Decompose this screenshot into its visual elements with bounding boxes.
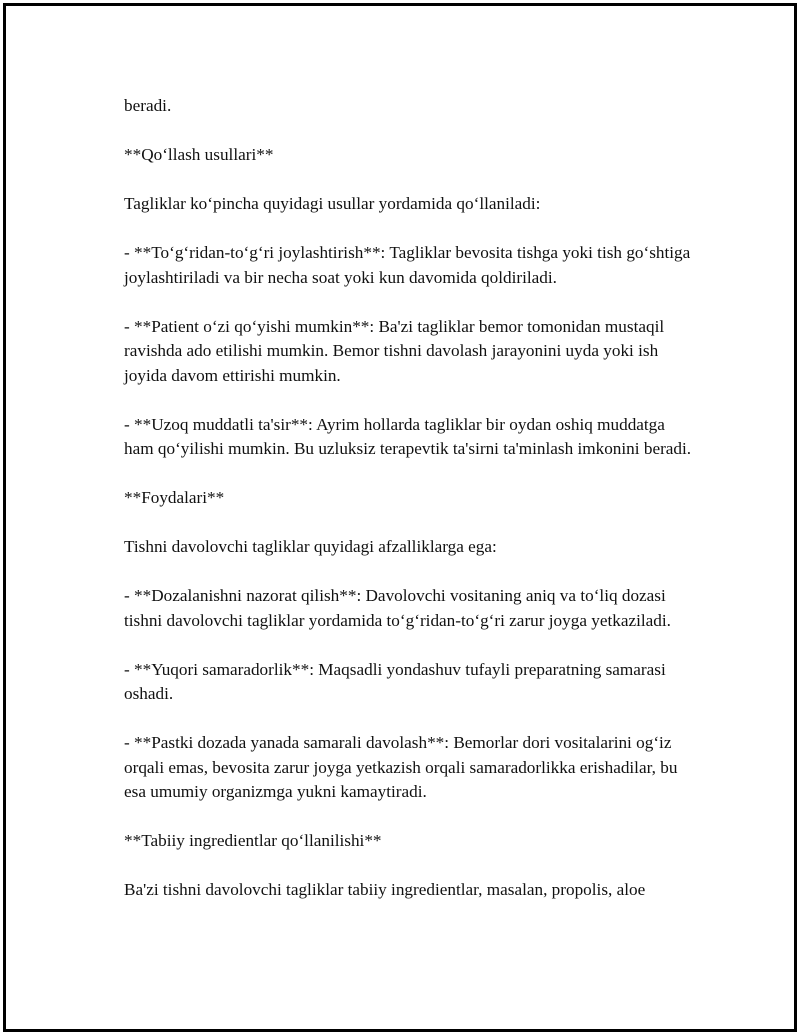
- paragraph-continuation: beradi.: [124, 96, 172, 115]
- heading-natural-ingredients: **Tabiiy ingredientlar qo‘llanilishi**: [124, 831, 382, 850]
- page-frame: [3, 3, 797, 1032]
- list-item-dose-control: - **Dozalanishni nazorat qilish**: Davolovchi vositaning aniq va to‘liq dozasi tishni davolovchi tagliklar yordamida to‘g‘ridan-to‘g‘ri zarur joyga yetkaziladi.: [124, 586, 671, 630]
- list-item-high-efficiency: - **Yuqori samaradorlik**: Maqsadli yondashuv tufayli preparatning samarasi oshadi.: [124, 659, 666, 703]
- heading-benefits: **Foydalari**: [124, 488, 225, 507]
- document-body: [124, 94, 694, 903]
- list-item-self-application: - **Patient o‘zi qo‘yishi mumkin**: Ba'zi tagliklar bemor tomonidan mustaqil ravishda ado etilishi mumkin. Bemor tishni davolash jarayonini uyda yoki ish joyida davom ettirishi mumkin.: [124, 316, 665, 385]
- list-item-low-dose-treatment: - **Pastki dozada yanada samarali davolash**: Bemorlar dori vositalarini og‘iz orqali emas, bevosita zarur joyga yetkazish orqali samaradorlikka erishadilar, bu esa umumiy organizmga yukni kamaytiradi.: [124, 733, 678, 801]
- paragraph-benefits-intro: Tishni davolovchi tagliklar quyidagi afzalliklarga ega:: [124, 537, 497, 556]
- list-item-direct-placement: - **To‘g‘ridan-to‘g‘ri joylashtirish**: Tagliklar bevosita tishga yoki tish go‘shtiga joylashtiriladi va bir necha soat yoki kun davomida qoldiriladi.: [124, 243, 691, 287]
- paragraph-usage-intro: Tagliklar ko‘pincha quyidagi usullar yordamida qo‘llaniladi:: [124, 194, 541, 213]
- paragraph-natural-ingredients: Ba'zi tishni davolovchi tagliklar tabiiy ingredientlar, masalan, propolis, aloe: [124, 880, 646, 899]
- list-item-long-term-effect: - **Uzoq muddatli ta'sir**: Ayrim hollarda tagliklar bir oydan oshiq muddatga ham qo‘yilishi mumkin. Bu uzluksiz terapevtik ta'sirni ta'minlash imkonini beradi.: [124, 414, 692, 458]
- heading-usage-methods: **Qo‘llash usullari**: [124, 145, 274, 164]
